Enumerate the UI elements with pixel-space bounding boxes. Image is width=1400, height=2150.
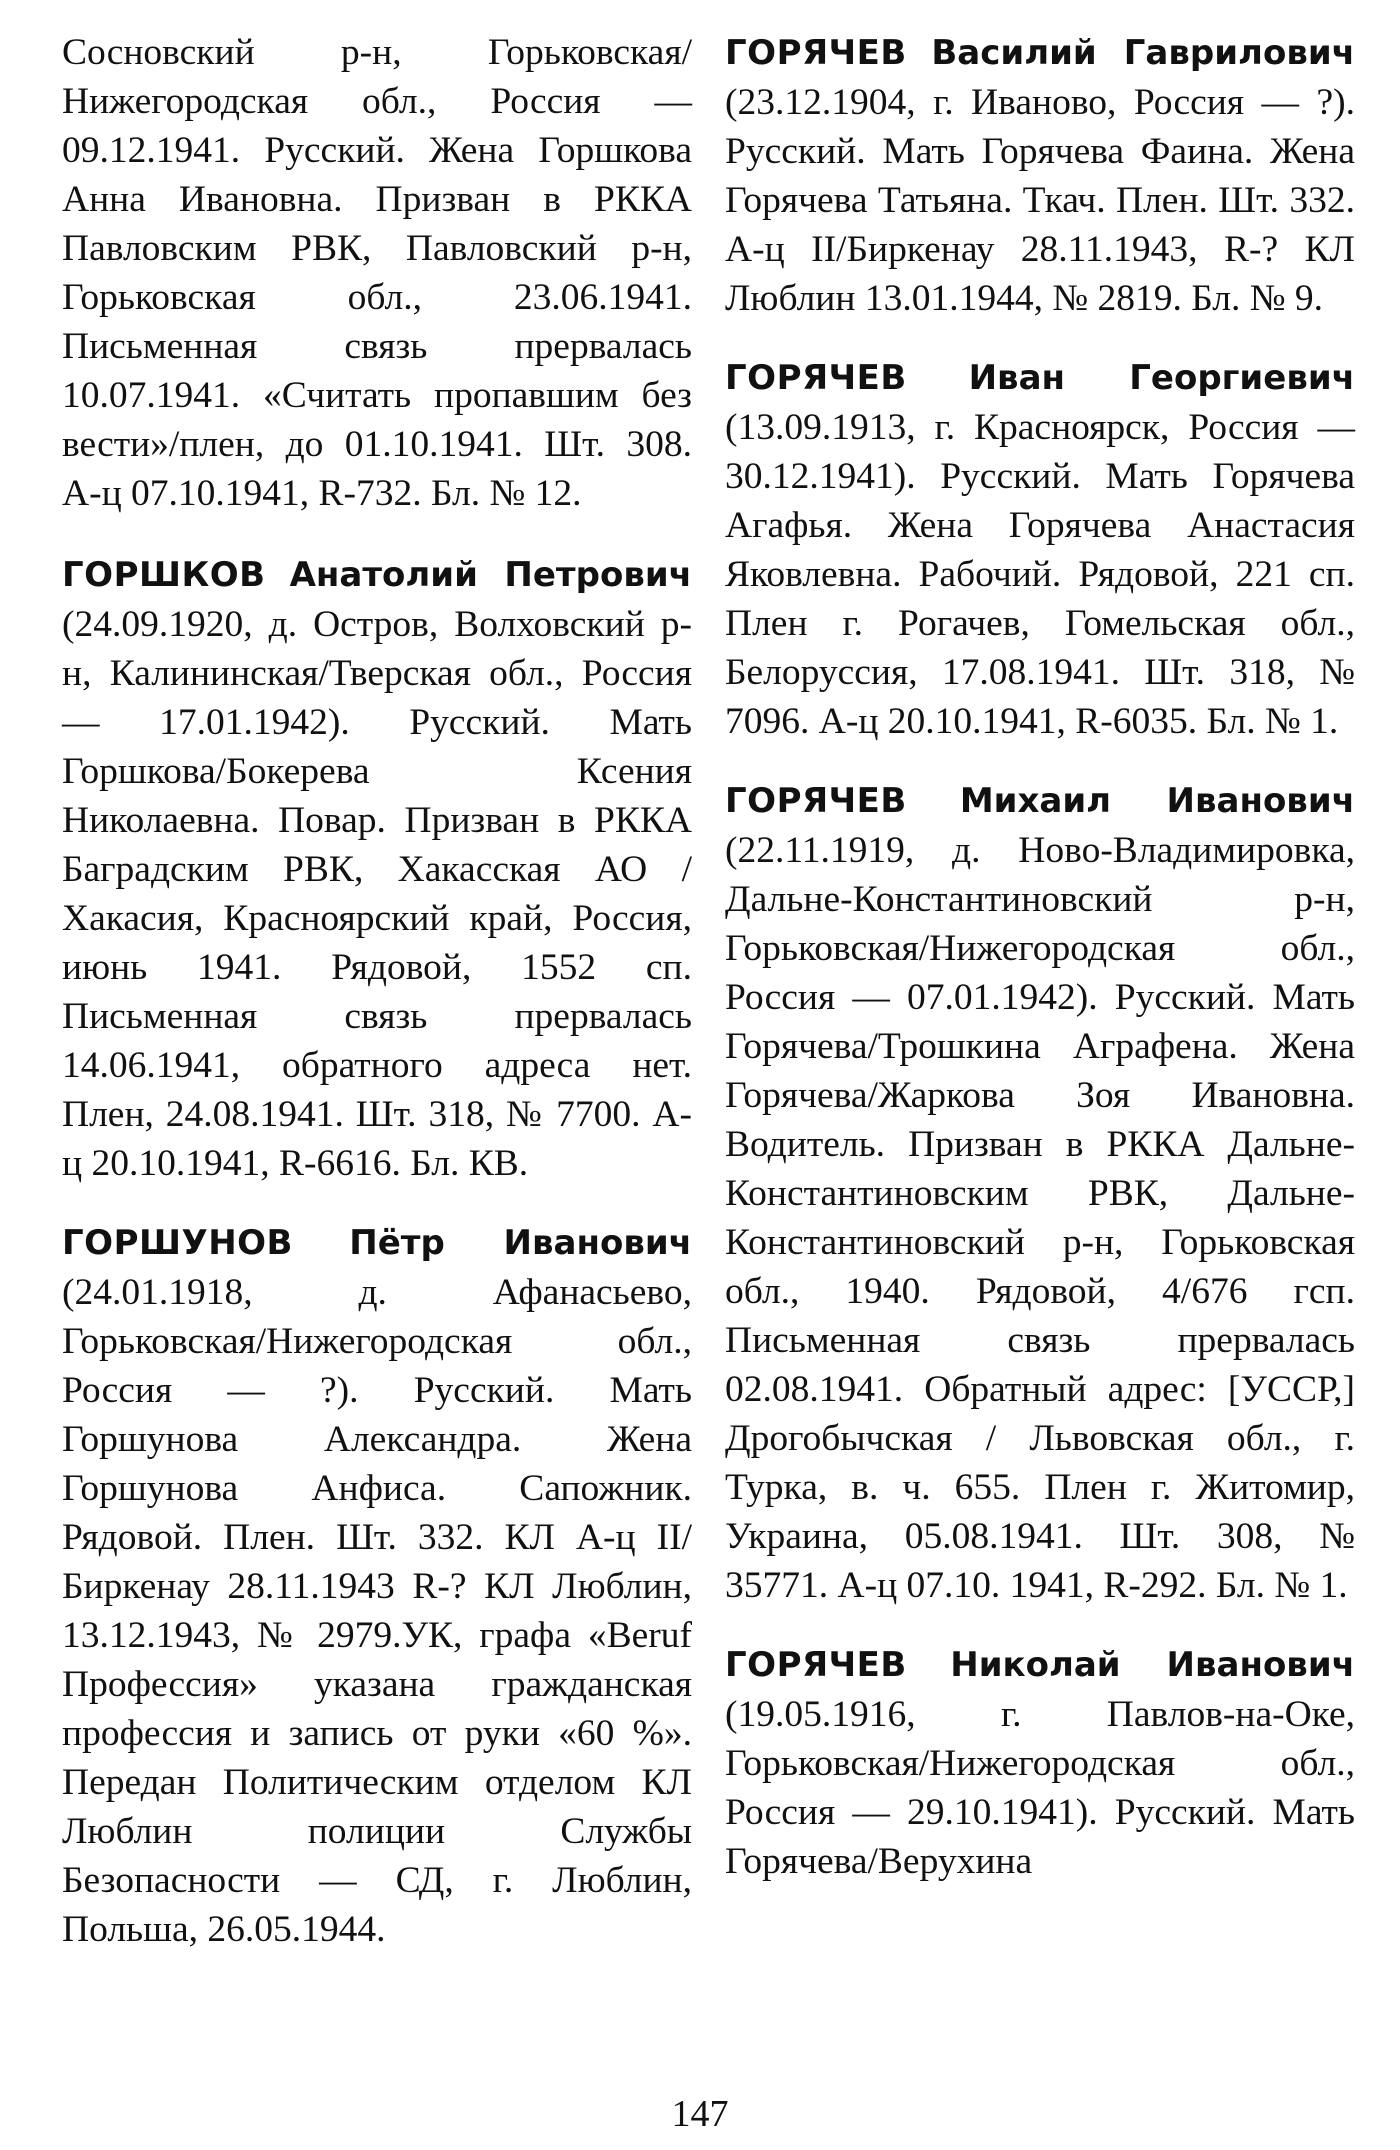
entry-text: (24.09.1920, д. Остров, Волховский р-н, Калининская/Тверская обл., Россия — 17.01.1942). Русский. Мать Горшкова/Бокерева Ксения Николаевна. Повар. Призван в РККА Баградским РВК, Хакасская АО / Хакасия, Красноярский край, Россия, июнь 1941. Рядовой, 1552 сп. Письменная связь прервалась 14.06.1941, обратного адреса нет. Плен, 24.08.1941. Шт. 318, № 7700. А-ц 20.10.1941, R-6616. Бл. КВ. [62, 604, 692, 1184]
entry-given-name: Иван Георгиевич [968, 358, 1355, 398]
continued-entry: Сосновский р-н, Горьковская/Нижегородская обл., Россия — 09.12.1941. Русский. Жена Горшкова Анна Ивановна. Призван в РККА Павловским РВК, Павловский р-н, Горьковская обл., 23.06.1941. Письменная связь прервалась 10.07.1941. «Считать пропавшим без вести»/плен, до 01.10.1941. Шт. 308. А-ц 07.10.1941, R-732. Бл. № 12. [62, 32, 692, 514]
entry-surname: ГОРЯЧЕВ [725, 33, 907, 73]
entry-given-name: Пётр Иванович [349, 1223, 693, 1263]
entry-given-name: Михаил Иванович [959, 781, 1355, 821]
entry-text: (22.11.1919, д. Ново-Владимировка, Дальне-Константиновский р-н, Горьковская/Нижегородская обл., Россия — 07.01.1942). Русский. Мать Горячева/Трошкина Аграфена. Жена Горячева/Жаркова Зоя Ивановна. Водитель. Призван в РККА Дальне-Константиновским РВК, Дальне-Константиновский р-н, Горьковская обл., 1940. Рядовой, 4/676 гсп. Письменная связь прервалась 02.08.1941. Обратный адрес: [УССР,] Дрогобычская / Львовская обл., г. Турка, в. ч. 655. Плен г. Житомир, Украина, 05.08.1941. Шт. 308, № 35771. А-ц 07.10. 1941, R-292. Бл. № 1. [725, 830, 1355, 1606]
entry-given-name: Василий Гаврилович [931, 33, 1355, 73]
entry-text: (13.09.1913, г. Красноярск, Россия — 30.12.1941). Русский. Мать Горячева Агафья. Жена Горячева Анастасия Яковлевна. Рабочий. Рядовой, 221 сп. Плен г. Рогачев, Гомельская обл., Белоруссия, 17.08.1941. Шт. 318, № 7096. А-ц 20.10.1941, R-6035. Бл. № 1. [725, 407, 1355, 742]
entry-gorshunov [62, 1218, 692, 1954]
entry-given-name: Николай Иванович [950, 1645, 1355, 1685]
left-column [62, 28, 692, 1984]
entry-goryachev-nikolay [725, 1640, 1355, 1886]
entry-surname: ГОРЯЧЕВ [725, 358, 907, 398]
entry-goryachev-ivan [725, 353, 1355, 746]
page-number: 147 [671, 2093, 729, 2135]
entry-surname: ГОРШУНОВ [62, 1223, 293, 1263]
entry-text: (23.12.1904, г. Иваново, Россия — ?). Русский. Мать Горячева Фаина. Жена Горячева Татьяна. Ткач. Плен. Шт. 332. А-ц II/Биркенау 28.11.1943, R-? КЛ Люблин 13.01.1944, № 2819. Бл. № 9. [725, 82, 1355, 319]
right-column [725, 28, 1355, 1916]
entry-surname: ГОРЯЧЕВ [725, 781, 907, 821]
entry-given-name: Анатолий Петрович [289, 555, 692, 595]
entry-text: (24.01.1918, д. Афанасьево, Горьковская/Нижегородская обл., Россия — ?). Русский. Мать Горшунова Александра. Жена Горшунова Анфиса. Сапожник. Рядовой. Плен. Шт. 332. КЛ А-ц II/Биркенау 28.11.1943 R-? КЛ Люблин, 13.12.1943, № 2979.УК, графа «Beruf Профессия» указана гражданская профессия и запись от руки «60 %». Передан Политическим отделом КЛ Люблин полиции Службы Безопасности — СД, г. Люблин, Польша, 26.05.1944. [62, 1272, 692, 1950]
entry-surname: ГОРЯЧЕВ [725, 1645, 907, 1685]
entry-goryachev-vasiliy [725, 28, 1355, 323]
entry-goryachev-mikhail [725, 776, 1355, 1610]
entry-surname: ГОРШКОВ [62, 555, 266, 595]
entry-text: (19.05.1916, г. Павлов-на-Оке, Горьковская/Нижегородская обл., Россия — 29.10.1941). Русский. Мать Горячева/Верухина [725, 1694, 1355, 1882]
entry-gorshkov [62, 550, 692, 1188]
